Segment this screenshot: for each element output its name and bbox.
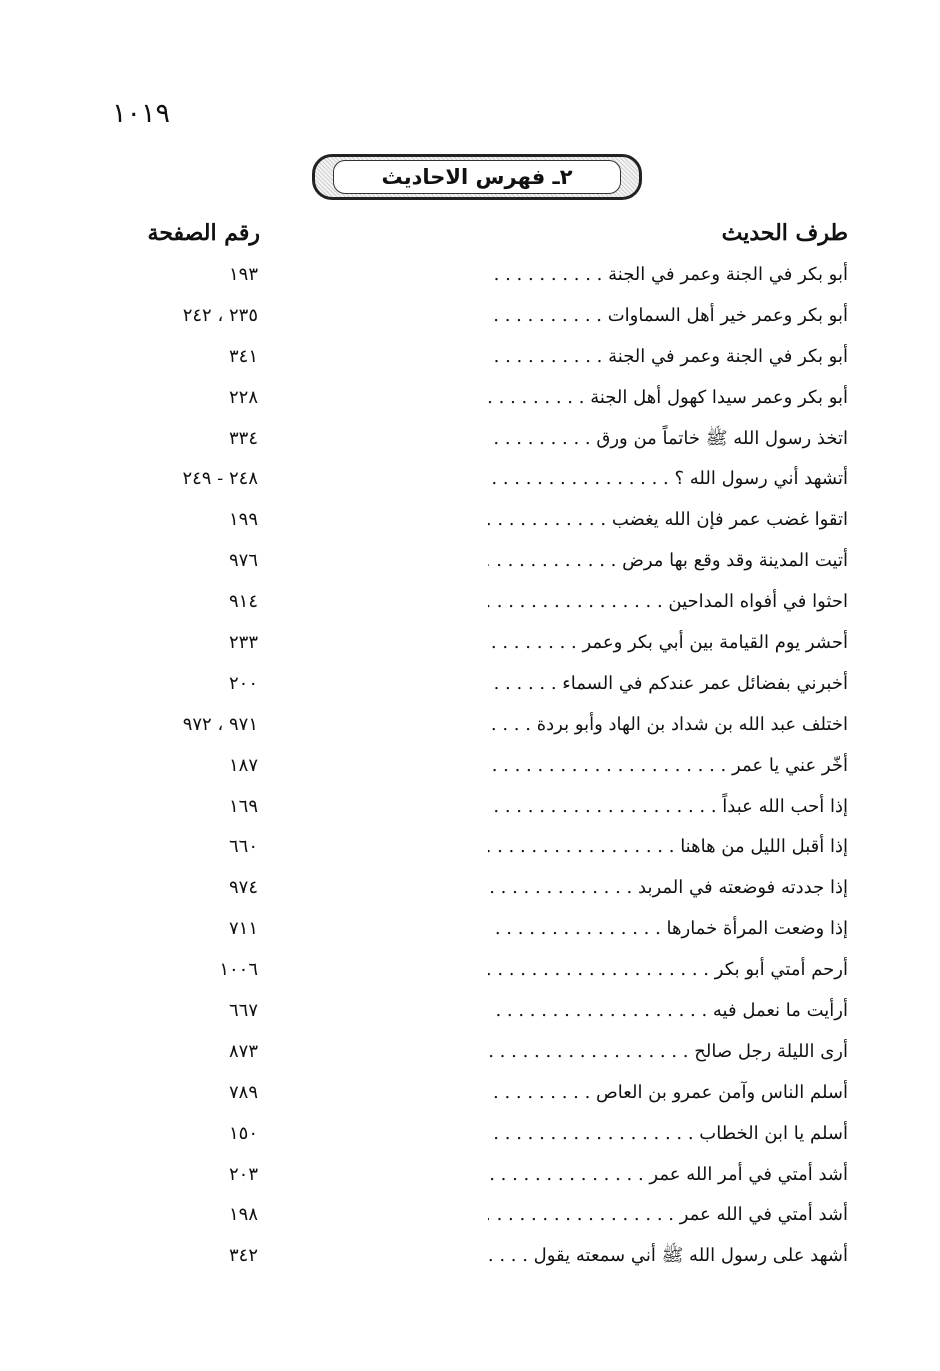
hadith-text: أشد أمتي في الله عمر . . . bbox=[488, 1200, 848, 1230]
hadith-text: أتيت المدينة وقد وقع بها مرض . . . bbox=[488, 546, 848, 576]
page-reference: ٧١١ bbox=[228, 918, 258, 940]
page-reference: ٦٦٠ bbox=[228, 836, 258, 858]
hadith-text: إذا أحب الله عبداً . . . bbox=[488, 792, 848, 822]
hadith-text: اختلف عبد الله بن شداد بن الهاد وأبو بردة . . . bbox=[488, 710, 848, 740]
page-number: ١٠١٩ bbox=[112, 98, 171, 129]
list-item bbox=[0, 706, 940, 747]
list-item bbox=[0, 338, 940, 379]
list-item bbox=[0, 1033, 940, 1074]
list-item bbox=[0, 992, 940, 1033]
list-item bbox=[0, 297, 940, 338]
hadith-text: احثوا في أفواه المداحين . . . bbox=[488, 587, 848, 617]
list-item bbox=[0, 420, 940, 461]
page-reference: ١٩٣ bbox=[228, 264, 258, 285]
page-reference: ١٨٧ bbox=[228, 754, 258, 776]
page-reference: ١٦٩ bbox=[228, 795, 258, 817]
page-reference: ٩٧٦ bbox=[228, 550, 258, 572]
list-item bbox=[0, 379, 940, 420]
list-item bbox=[0, 501, 940, 542]
hadith-text: إذا جددته فوضعته في المربد . . . bbox=[488, 873, 848, 903]
hadith-text: أسلم يا ابن الخطاب . . . bbox=[488, 1119, 848, 1149]
hadith-text: اتقوا غضب عمر فإن الله يغضب . . . bbox=[488, 505, 848, 535]
hadith-text: أبو بكر وعمر خير أهل السماوات . . . bbox=[488, 301, 848, 331]
hadith-text: أخّر عني يا عمر . . . bbox=[488, 751, 848, 781]
hadith-text: أسلم الناس وآمن عمرو بن العاص . . . bbox=[488, 1078, 848, 1108]
list-item bbox=[0, 542, 940, 583]
list-item bbox=[0, 1156, 940, 1197]
hadith-text: إذا وضعت المرأة خمارها . . . bbox=[488, 914, 848, 944]
hadith-text: أرأيت ما نعمل فيه . . . bbox=[488, 996, 848, 1026]
page-reference: ٣٤٢ bbox=[228, 1245, 258, 1267]
list-item bbox=[0, 869, 940, 910]
page-reference: ٢٠٣ bbox=[228, 1163, 258, 1185]
list-item bbox=[0, 788, 940, 829]
section-title-frame bbox=[312, 154, 642, 200]
list-item bbox=[0, 665, 940, 706]
hadith-text: أخبرني بفضائل عمر عندكم في السماء . . . bbox=[488, 669, 848, 699]
page-reference: ٣٣٤ bbox=[228, 427, 258, 449]
list-item bbox=[0, 583, 940, 624]
hadith-text: أحشر يوم القيامة بين أبي بكر وعمر . . . bbox=[488, 628, 848, 658]
list-item bbox=[0, 460, 940, 501]
hadith-text: أبو بكر في الجنة وعمر في الجنة . . . bbox=[488, 260, 848, 290]
page-reference: ٢٣٣ bbox=[228, 632, 258, 654]
page-reference: ١٩٨ bbox=[228, 1204, 258, 1226]
hadith-text: أرى الليلة رجل صالح . . . bbox=[488, 1037, 848, 1067]
hadith-text: أبو بكر وعمر سيدا كهول أهل الجنة . . . bbox=[488, 383, 848, 413]
hadith-text: أشهد على رسول الله ﷺ أني سمعته يقول . . . bbox=[488, 1241, 848, 1271]
list-item bbox=[0, 951, 940, 992]
list-item bbox=[0, 1196, 940, 1237]
list-item bbox=[0, 1237, 940, 1278]
hadith-text: أشد أمتي في أمر الله عمر . . . bbox=[488, 1160, 848, 1190]
page-reference: ١٥٠ bbox=[228, 1122, 258, 1144]
hadith-text: إذا أقبل الليل من هاهنا . . . bbox=[488, 832, 848, 862]
hadith-text: أبو بكر في الجنة وعمر في الجنة . . . bbox=[488, 342, 848, 372]
list-item bbox=[0, 1074, 940, 1115]
list-item bbox=[0, 624, 940, 665]
column-header-hadith: طرف الحديث bbox=[721, 220, 848, 246]
page-reference: ٩١٤ bbox=[228, 591, 258, 613]
hadith-text: اتخذ رسول الله ﷺ خاتماً من ورق . . . bbox=[488, 424, 848, 454]
list-item bbox=[0, 828, 940, 869]
page-reference: ٩٧١ ، ٩٧٢ bbox=[182, 713, 258, 735]
page-reference: ٢٤٨ - ٢٤٩ bbox=[182, 468, 258, 490]
page-reference: ٣٤١ bbox=[228, 345, 258, 367]
page-reference: ٧٨٩ bbox=[228, 1081, 258, 1103]
page-reference: ١٩٩ bbox=[228, 509, 258, 531]
page-reference: ٩٧٤ bbox=[228, 877, 258, 899]
list-item bbox=[0, 256, 940, 297]
hadith-text: أرحم أمتي أبو بكر . . . bbox=[488, 955, 848, 985]
list-item bbox=[0, 910, 940, 951]
page-reference: ٢٢٨ bbox=[228, 386, 258, 408]
section-title: ٢ـ فهرس الاحاديث bbox=[333, 160, 621, 194]
page-reference: ٢٠٠ bbox=[228, 672, 258, 694]
hadith-index-list bbox=[0, 256, 940, 1278]
hadith-text: أتشهد أني رسول الله ؟ . . . bbox=[488, 464, 848, 494]
page-reference: ٦٦٧ bbox=[228, 1000, 258, 1022]
column-header-page: رقم الصفحة bbox=[147, 220, 260, 246]
page-reference: ٢٣٥ ، ٢٤٢ bbox=[182, 304, 258, 326]
list-item bbox=[0, 747, 940, 788]
list-item bbox=[0, 1115, 940, 1156]
page-reference: ١٠٠٦ bbox=[219, 959, 258, 981]
page-reference: ٨٧٣ bbox=[228, 1040, 258, 1062]
